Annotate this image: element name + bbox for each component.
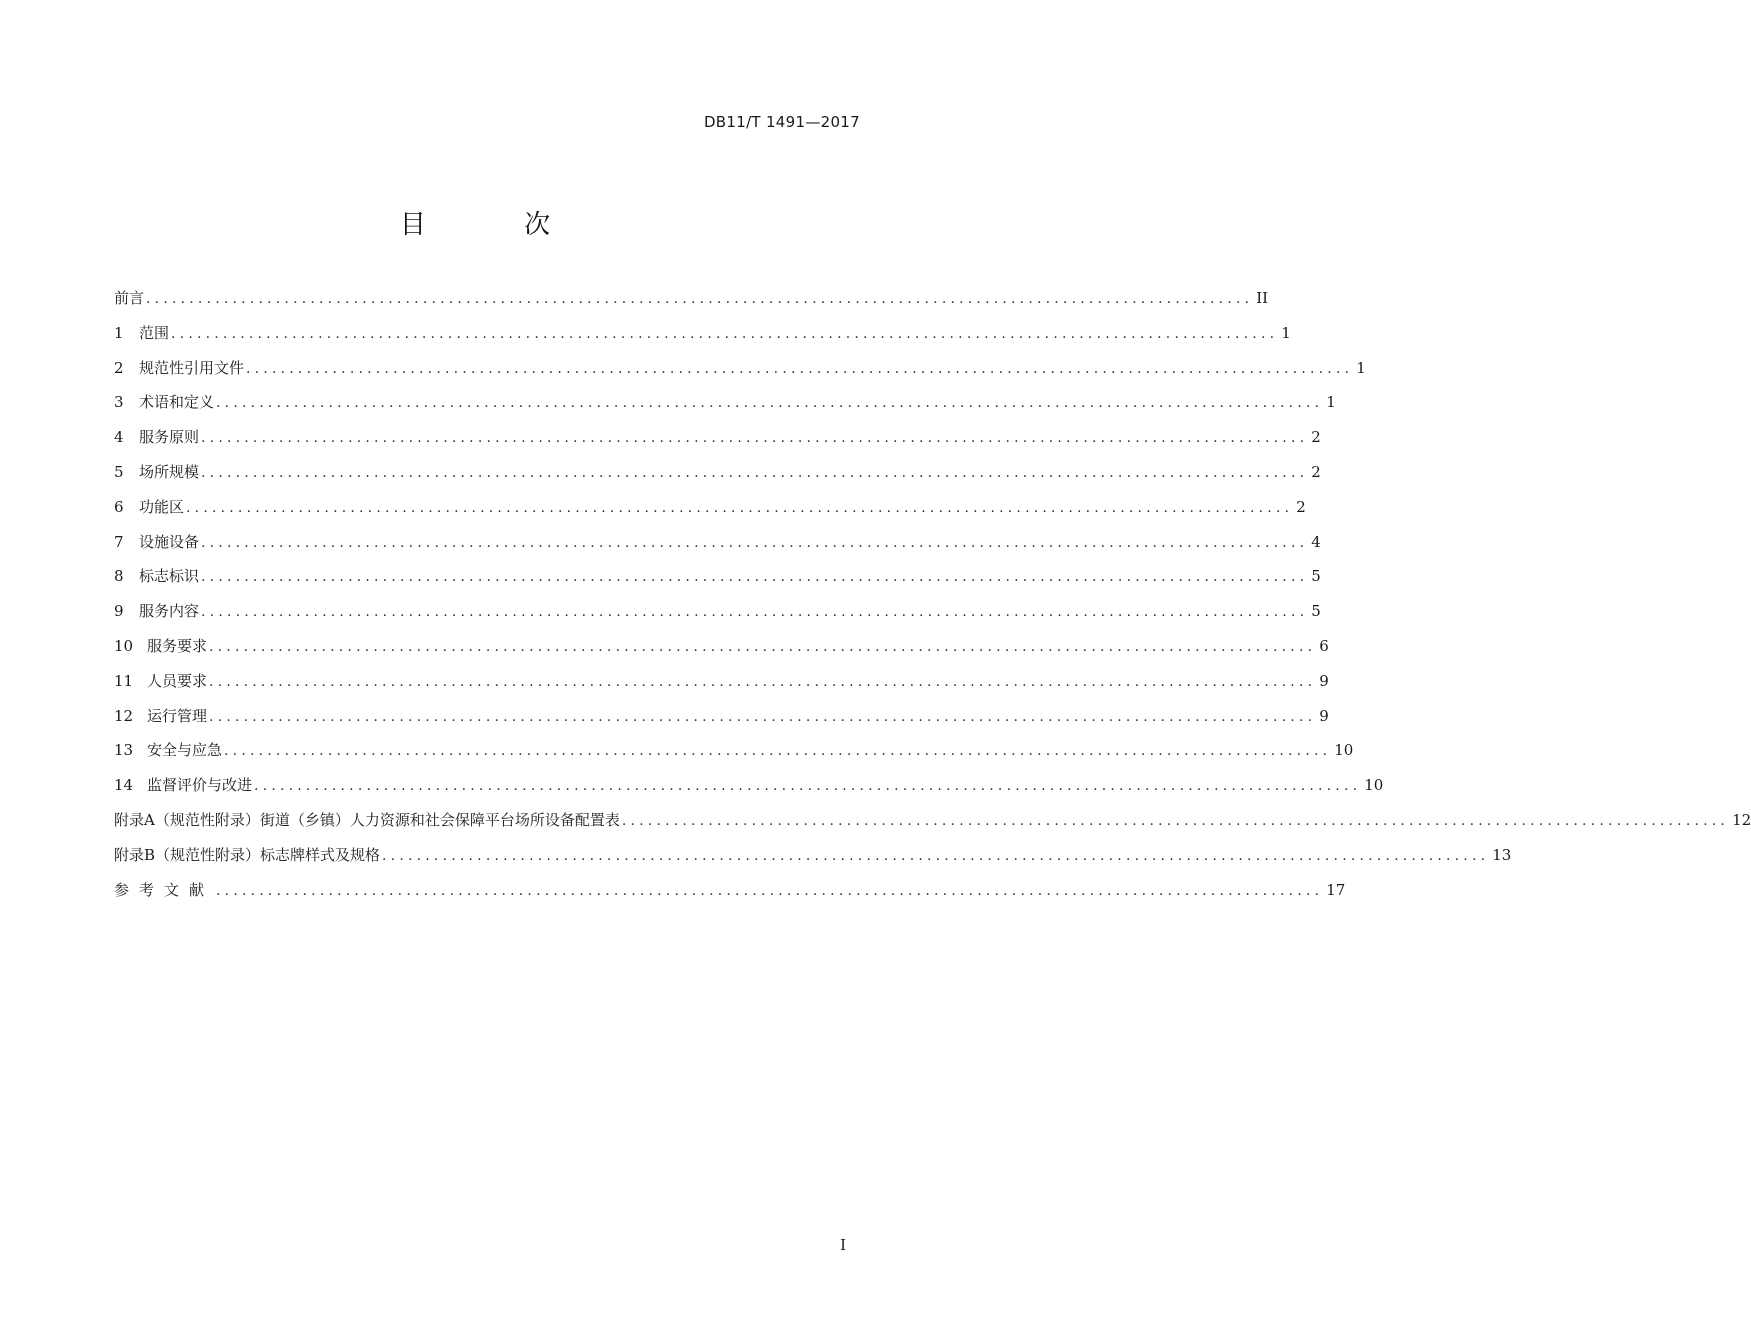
toc-entry-1[interactable] — [114, 318, 1291, 353]
toc-entry-page: 4 — [1311, 532, 1321, 551]
page-title: 目 次 — [399, 210, 596, 240]
toc-entry-13[interactable] — [114, 735, 1354, 770]
toc-entry-number: 11 — [114, 671, 134, 690]
toc-entry-label: 人员要求 — [147, 671, 208, 690]
toc-entry-label: 场所规模 — [139, 462, 200, 481]
toc-entry-page: 13 — [1492, 845, 1512, 864]
toc-leader-dots: ................................................................................................................................ — [201, 464, 1309, 481]
toc-entry-label: 服务内容 — [139, 602, 200, 621]
toc-entry-number: 6 — [114, 497, 124, 516]
toc-entry-page: 6 — [1319, 636, 1329, 655]
toc-entry-label: 服务要求 — [147, 636, 208, 655]
toc-entry-page: II — [1256, 289, 1269, 307]
toc-entry-number: 12 — [114, 706, 134, 725]
toc-entry-6[interactable] — [114, 492, 1306, 527]
toc-entry-14[interactable] — [114, 770, 1384, 805]
toc-leader-dots: ................................................................................................................................ — [201, 604, 1309, 621]
toc-leader-dots: ................................................................................................................................ — [146, 291, 1254, 307]
toc-entry-label: 设施设备 — [139, 532, 200, 551]
toc-entry-number: 4 — [114, 428, 124, 447]
toc-entry-page: 1 — [1281, 323, 1291, 342]
toc-leader-dots: ................................................................................................................................ — [209, 673, 1317, 690]
toc-leader-dots: ................................................................................................................................ — [201, 569, 1309, 586]
toc-leader-dots: ................................................................................................................................ — [246, 360, 1354, 377]
toc-entry-number: 3 — [114, 393, 124, 412]
toc-entry-number: 1 — [114, 323, 124, 342]
toc-leader-dots: ................................................................................................................................ — [171, 325, 1279, 342]
toc-entry-12[interactable] — [114, 701, 1329, 736]
toc-entry-4[interactable] — [114, 422, 1321, 457]
toc-entry-8[interactable] — [114, 561, 1321, 596]
toc-entry-9[interactable] — [114, 596, 1321, 631]
toc-entry-number: 2 — [114, 358, 124, 377]
toc-entry-label: 范围 — [139, 323, 170, 342]
toc-entry-label: 前言 — [114, 289, 145, 307]
toc-entry-number: 9 — [114, 602, 124, 621]
toc-entry-page: 1 — [1326, 393, 1336, 412]
toc-entry-label: 标志标识 — [139, 567, 200, 586]
toc-entry-label: 安全与应急 — [147, 741, 223, 760]
toc-entry-label: 规范性引用文件 — [139, 358, 245, 377]
table-of-contents — [114, 283, 1751, 909]
toc-entry-page: 9 — [1319, 671, 1329, 690]
toc-entry-appendix-b[interactable] — [114, 840, 1512, 875]
toc-entry-5[interactable] — [114, 457, 1321, 492]
toc-entry-references[interactable] — [114, 875, 1346, 910]
toc-entry-page: 5 — [1311, 567, 1321, 586]
toc-entry-appendix-a[interactable] — [114, 805, 1751, 840]
toc-entry-2[interactable] — [114, 353, 1366, 388]
toc-leader-dots: ................................................................................................................................ — [209, 638, 1317, 655]
toc-leader-dots: ................................................................................................................................ — [209, 708, 1317, 725]
document-code: DB11/T 1491—2017 — [703, 113, 860, 131]
toc-entry-7[interactable] — [114, 527, 1321, 562]
toc-entry-page: 10 — [1364, 776, 1384, 795]
toc-leader-dots: ................................................................................................................................ — [186, 499, 1294, 516]
toc-entry-label: 参考文献 — [114, 880, 215, 899]
toc-entry-label: 功能区 — [139, 497, 185, 516]
toc-entry-label: 术语和定义 — [139, 393, 215, 412]
toc-leader-dots: ................................................................................................................................ — [216, 882, 1324, 899]
toc-entry-page: 12 — [1732, 810, 1751, 829]
toc-entry-page: 17 — [1326, 880, 1346, 899]
toc-entry-11[interactable] — [114, 666, 1329, 701]
toc-leader-dots: ................................................................................................................................ — [224, 743, 1332, 760]
toc-entry-label: 监督评价与改进 — [147, 776, 253, 795]
toc-leader-dots: ................................................................................................................................ — [254, 778, 1362, 795]
toc-entry-page: 10 — [1334, 741, 1354, 760]
toc-leader-dots: ................................................................................................................................ — [382, 847, 1490, 864]
toc-entry-page: 2 — [1311, 462, 1321, 481]
toc-entry-10[interactable] — [114, 631, 1329, 666]
toc-entry-number: 5 — [114, 462, 124, 481]
toc-leader-dots: ................................................................................................................................ — [216, 395, 1324, 412]
toc-entry-page: 5 — [1311, 602, 1321, 621]
toc-entry-page: 1 — [1356, 358, 1366, 377]
toc-entry-label: 服务原则 — [139, 428, 200, 447]
toc-entry-page: 9 — [1319, 706, 1329, 725]
toc-leader-dots: ................................................................................................................................ — [621, 812, 1730, 829]
toc-entry-number: 10 — [114, 636, 134, 655]
toc-entry-number: 7 — [114, 532, 124, 551]
toc-entry-foreword[interactable] — [114, 283, 1269, 318]
toc-entry-label: 附录A（规范性附录）街道（乡镇）人力资源和社会保障平台场所设备配置表 — [114, 810, 620, 829]
toc-entry-label: 附录B（规范性附录）标志牌样式及规格 — [114, 845, 381, 864]
toc-leader-dots: ................................................................................................................................ — [201, 534, 1309, 551]
page-number: I — [840, 1236, 846, 1254]
toc-leader-dots: ................................................................................................................................ — [201, 430, 1309, 447]
toc-entry-number: 13 — [114, 741, 134, 760]
toc-entry-number: 14 — [114, 776, 134, 795]
toc-entry-number: 8 — [114, 567, 124, 586]
toc-entry-page: 2 — [1296, 497, 1306, 516]
toc-entry-3[interactable] — [114, 387, 1336, 422]
toc-entry-page: 2 — [1311, 428, 1321, 447]
toc-entry-label: 运行管理 — [147, 706, 208, 725]
